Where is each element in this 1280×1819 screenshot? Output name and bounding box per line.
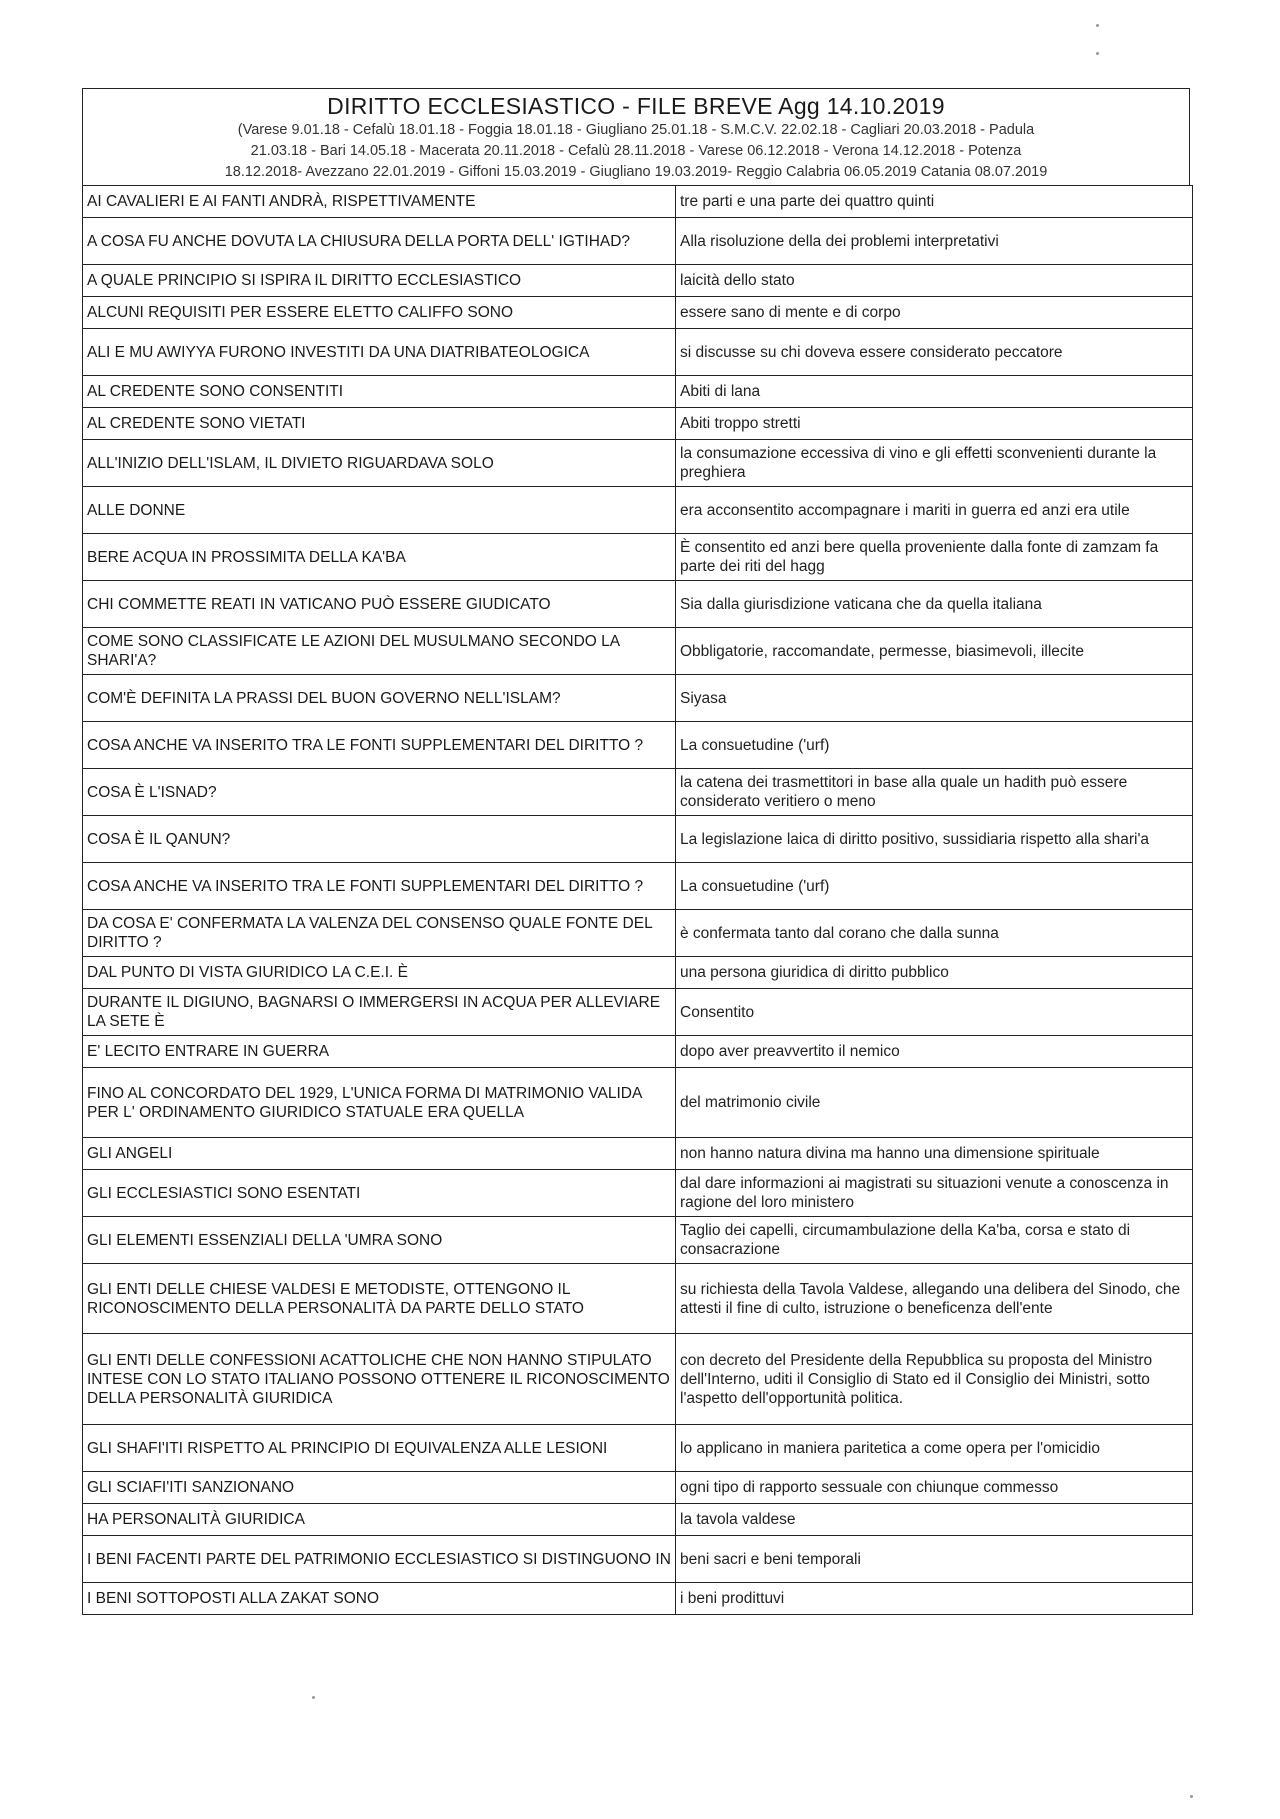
question-cell: COME SONO CLASSIFICATE LE AZIONI DEL MUSULMANO SECONDO LA SHARI'A? [83,628,676,675]
question-cell: CHI COMMETTE REATI IN VATICANO PUÒ ESSERE GIUDICATO [83,581,676,628]
table-row [83,722,1193,769]
question-cell: GLI SCIAFI'ITI SANZIONANO [83,1472,676,1504]
table-row [83,1425,1193,1472]
question-cell: COM'È DEFINITA LA PRASSI DEL BUON GOVERNO NELL'ISLAM? [83,675,676,722]
answer-cell: La legislazione laica di diritto positivo, sussidiaria rispetto alla shari'a [676,816,1193,863]
table-row [83,487,1193,534]
answer-cell: Taglio dei capelli, circumambulazione della Ka'ba, corsa e stato di consacrazione [676,1217,1193,1264]
table-row [83,218,1193,265]
question-cell: BERE ACQUA IN PROSSIMITA DELLA KA'BA [83,534,676,581]
table-row [83,769,1193,816]
table-row [83,1036,1193,1068]
question-cell: A COSA FU ANCHE DOVUTA LA CHIUSURA DELLA PORTA DELL' IGTIHAD? [83,218,676,265]
answer-cell: una persona giuridica di diritto pubblico [676,957,1193,989]
answer-cell: Alla risoluzione della dei problemi interpretativi [676,218,1193,265]
scan-speck [1096,24,1099,27]
answer-cell: ogni tipo di rapporto sessuale con chiunque commesso [676,1472,1193,1504]
table-row [83,1068,1193,1138]
question-cell: DURANTE IL DIGIUNO, BAGNARSI O IMMERGERSI IN ACQUA PER ALLEVIARE LA SETE È [83,989,676,1036]
table-row [83,297,1193,329]
question-cell: HA PERSONALITÀ GIURIDICA [83,1504,676,1536]
answer-cell: si discusse su chi doveva essere considerato peccatore [676,329,1193,376]
table-row [83,628,1193,675]
question-cell: FINO AL CONCORDATO DEL 1929, L'UNICA FORMA DI MATRIMONIO VALIDA PER L' ORDINAMENTO GIURIDICO STATUALE ERA QUELLA [83,1068,676,1138]
answer-cell: Consentito [676,989,1193,1036]
answer-cell: dopo aver preavvertito il nemico [676,1036,1193,1068]
question-cell: AL CREDENTE SONO VIETATI [83,408,676,440]
question-cell: DA COSA E' CONFERMATA LA VALENZA DEL CONSENSO QUALE FONTE DEL DIRITTO ? [83,910,676,957]
scan-speck [312,1696,315,1699]
table-row [83,265,1193,297]
table-row [83,910,1193,957]
table-row [83,408,1193,440]
question-cell: ALI E MU AWIYYA FURONO INVESTITI DA UNA DIATRIBATEOLOGICA [83,329,676,376]
answer-cell: La consuetudine ('urf) [676,722,1193,769]
table-row [83,957,1193,989]
question-cell: ALCUNI REQUISITI PER ESSERE ELETTO CALIFFO SONO [83,297,676,329]
answer-cell: Siyasa [676,675,1193,722]
table-row [83,534,1193,581]
answer-cell: i beni prodittuvi [676,1583,1193,1615]
table-row [83,816,1193,863]
question-cell: COSA È L'ISNAD? [83,769,676,816]
table-row [83,1170,1193,1217]
answer-cell: Abiti di lana [676,376,1193,408]
table-row [83,1504,1193,1536]
answer-cell: la consumazione eccessiva di vino e gli effetti sconvenienti durante la preghiera [676,440,1193,487]
question-cell: I BENI SOTTOPOSTI ALLA ZAKAT SONO [83,1583,676,1615]
header-sessions-line-3: 18.12.2018- Avezzano 22.01.2019 - Giffoni 15.03.2019 - Giugliano 19.03.2019- Reggio Calabria 06.05.2019 Catania 08.07.2019 [224,164,1048,180]
question-cell: ALL'INIZIO DELL'ISLAM, IL DIVIETO RIGUARDAVA SOLO [83,440,676,487]
table-row [83,1138,1193,1170]
question-cell: GLI ELEMENTI ESSENZIALI DELLA 'UMRA SONO [83,1217,676,1264]
table-row [83,1264,1193,1334]
document-title: DIRITTO ECCLESIASTICO - FILE BREVE Agg 14.10.2019 [327,93,945,119]
question-cell: ALLE DONNE [83,487,676,534]
answer-cell: del matrimonio civile [676,1068,1193,1138]
question-cell: GLI ENTI DELLE CHIESE VALDESI E METODISTE, OTTENGONO IL RICONOSCIMENTO DELLA PERSONALITÀ DA PARTE DELLO STATO [83,1264,676,1334]
question-cell: AL CREDENTE SONO CONSENTITI [83,376,676,408]
answer-cell: con decreto del Presidente della Repubblica su proposta del Ministro dell'Interno, uditi il Consiglio di Stato ed il Consiglio dei Ministri, sotto l'aspetto dell'opportunità politica. [676,1334,1193,1425]
answer-cell: laicità dello stato [676,265,1193,297]
answer-cell: tre parti e una parte dei quattro quinti [676,186,1193,218]
answer-cell: Sia dalla giurisdizione vaticana che da quella italiana [676,581,1193,628]
table-row [83,1334,1193,1425]
question-cell: DAL PUNTO DI VISTA GIURIDICO LA C.E.I. È [83,957,676,989]
table-row [83,581,1193,628]
table-row [83,1536,1193,1583]
answer-cell: su richiesta della Tavola Valdese, allegando una delibera del Sinodo, che attesti il fine di culto, istruzione o beneficenza dell'ente [676,1264,1193,1334]
table-row [83,440,1193,487]
header-sessions-line-2: 21.03.18 - Bari 14.05.18 - Macerata 20.11.2018 - Cefalù 28.11.2018 - Varese 06.12.2018 - Verona 14.12.2018 - Potenza [250,143,1022,159]
table-row [83,186,1193,218]
question-cell: A QUALE PRINCIPIO SI ISPIRA IL DIRITTO ECCLESIASTICO [83,265,676,297]
qa-table [82,185,1193,1615]
table-row [83,675,1193,722]
answer-cell: la tavola valdese [676,1504,1193,1536]
table-row [83,376,1193,408]
answer-cell: Abiti troppo stretti [676,408,1193,440]
answer-cell: dal dare informazioni ai magistrati su situazioni venute a conoscenza in ragione del loro ministero [676,1170,1193,1217]
question-cell: GLI SHAFI'ITI RISPETTO AL PRINCIPIO DI EQUIVALENZA ALLE LESIONI [83,1425,676,1472]
answer-cell: beni sacri e beni temporali [676,1536,1193,1583]
question-cell: COSA ANCHE VA INSERITO TRA LE FONTI SUPPLEMENTARI DEL DIRITTO ? [83,722,676,769]
document-header [82,88,1190,185]
scan-speck [1096,52,1099,55]
question-cell: AI CAVALIERI E AI FANTI ANDRÀ, RISPETTIVAMENTE [83,186,676,218]
question-cell: COSA ANCHE VA INSERITO TRA LE FONTI SUPPLEMENTARI DEL DIRITTO ? [83,863,676,910]
answer-cell: essere sano di mente e di corpo [676,297,1193,329]
table-row [83,1583,1193,1615]
answer-cell: È consentito ed anzi bere quella proveniente dalla fonte di zamzam fa parte dei riti del hagg [676,534,1193,581]
question-cell: E' LECITO ENTRARE IN GUERRA [83,1036,676,1068]
table-row [83,1217,1193,1264]
question-cell: COSA È IL QANUN? [83,816,676,863]
answer-cell: era acconsentito accompagnare i mariti in guerra ed anzi era utile [676,487,1193,534]
question-cell: I BENI FACENTI PARTE DEL PATRIMONIO ECCLESIASTICO SI DISTINGUONO IN [83,1536,676,1583]
answer-cell: non hanno natura divina ma hanno una dimensione spirituale [676,1138,1193,1170]
document-sheet [82,88,1190,1615]
scan-speck [1190,1795,1193,1798]
question-cell: GLI ENTI DELLE CONFESSIONI ACATTOLICHE CHE NON HANNO STIPULATO INTESE CON LO STATO ITALIANO POSSONO OTTENERE IL RICONOSCIMENTO DELLA PERSONALITÀ GIURIDICA [83,1334,676,1425]
table-row [83,989,1193,1036]
table-row [83,329,1193,376]
question-cell: GLI ANGELI [83,1138,676,1170]
answer-cell: la catena dei trasmettitori in base alla quale un hadith può essere considerato veritiero o meno [676,769,1193,816]
answer-cell: Obbligatorie, raccomandate, permesse, biasimevoli, illecite [676,628,1193,675]
answer-cell: è confermata tanto dal corano che dalla sunna [676,910,1193,957]
table-row [83,863,1193,910]
question-cell: GLI ECCLESIASTICI SONO ESENTATI [83,1170,676,1217]
answer-cell: La consuetudine ('urf) [676,863,1193,910]
answer-cell: lo applicano in maniera paritetica a come opera per l'omicidio [676,1425,1193,1472]
header-sessions-line-1: (Varese 9.01.18 - Cefalù 18.01.18 - Foggia 18.01.18 - Giugliano 25.01.18 - S.M.C.V. 22.02.18 - Cagliari 20.03.2018 - Padula [237,122,1035,138]
table-row [83,1472,1193,1504]
